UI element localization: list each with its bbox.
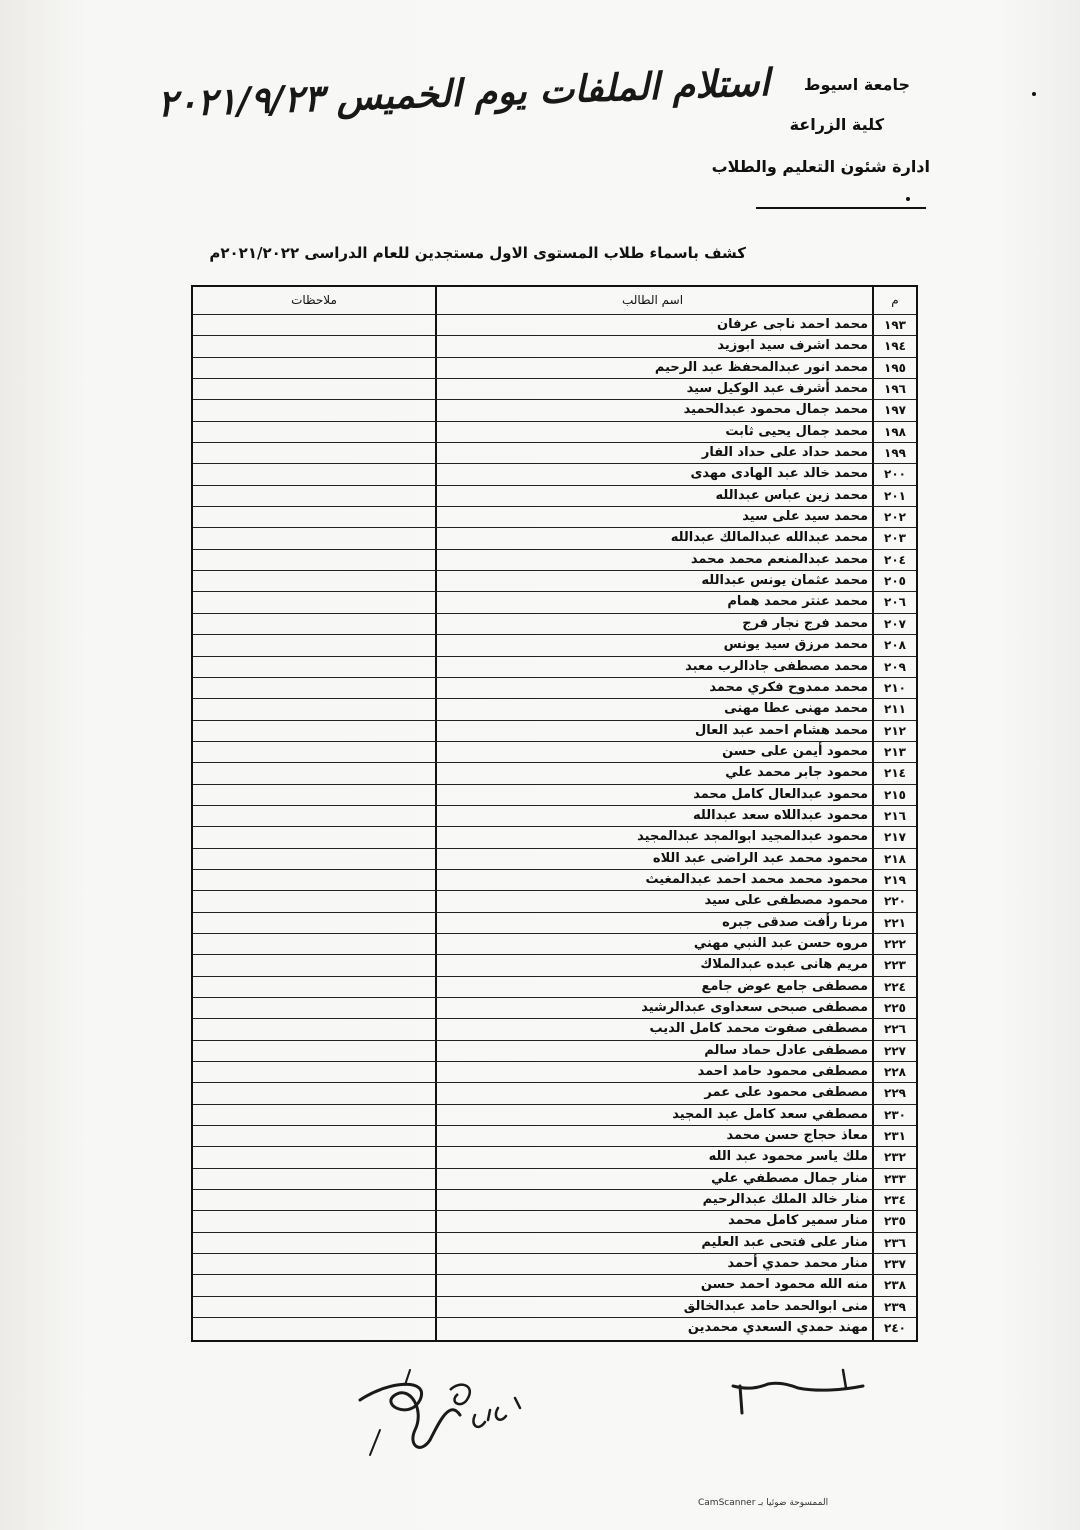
table-row [193,1233,916,1254]
row-number: ٢٢٥ [872,998,916,1018]
row-notes [193,422,435,442]
table-row [193,1190,916,1211]
student-name: محمود محمد عبد الراضى عبد اللاه [435,849,872,869]
students-table [191,285,918,1342]
student-name: محمد سيد على سيد [435,507,872,527]
row-number: ٢٢٧ [872,1041,916,1061]
row-number: ٢٣٧ [872,1254,916,1274]
table-row [193,507,916,528]
row-number: ٢٤٠ [872,1318,916,1339]
row-notes [193,507,435,527]
table-row [193,806,916,827]
row-notes [193,955,435,975]
row-notes [193,1147,435,1167]
table-row [193,1275,916,1296]
table-row [193,1169,916,1190]
row-number: ٢٢٤ [872,977,916,997]
table-row [193,486,916,507]
student-name: منار خالد الملك عبدالرحيم [435,1190,872,1210]
row-notes [193,379,435,399]
table-row [193,528,916,549]
row-number: ٢٠٧ [872,614,916,634]
row-notes [193,1190,435,1210]
row-notes [193,870,435,890]
row-notes [193,699,435,719]
row-number: ٢١٧ [872,827,916,847]
student-name: محمد عبدالله عبدالمالك عبدالله [435,528,872,548]
university-name: جامعة اسيوط [803,75,910,94]
table-row [193,358,916,379]
student-name: مصطفى محمود على عمر [435,1083,872,1103]
row-notes [193,1105,435,1125]
student-name: منار محمد حمدي أحمد [435,1254,872,1274]
header-number: م [872,287,916,314]
row-number: ٢٠٣ [872,528,916,548]
row-notes [193,358,435,378]
row-notes [193,486,435,506]
row-number: ٢٣٢ [872,1147,916,1167]
student-name: محمد هشام احمد عبد العال [435,721,872,741]
table-row [193,614,916,635]
row-number: ٢٣٠ [872,1105,916,1125]
student-name: مصطفى محمود حامد احمد [435,1062,872,1082]
row-number: ٢١١ [872,699,916,719]
row-notes [193,763,435,783]
student-name: محمود عبدالمجيد ابوالمجد عبدالمجيد [435,827,872,847]
row-number: ١٩٦ [872,379,916,399]
table-row [193,827,916,848]
row-notes [193,1169,435,1189]
table-row [193,1318,916,1339]
table-row [193,977,916,998]
student-name: ملك ياسر محمود عبد الله [435,1147,872,1167]
row-number: ٢١٦ [872,806,916,826]
row-number: ٢٢١ [872,913,916,933]
table-row [193,891,916,912]
student-name: منار على فتحى عبد العليم [435,1233,872,1253]
table-row [193,315,916,336]
row-notes [193,721,435,741]
faculty-name: كلية الزراعة [789,115,884,134]
table-row [193,1041,916,1062]
document-title: كشف باسماء طلاب المستوى الاول مستجدين للعام الدراسى ٢٠٢١/٢٠٢٢م [209,244,746,262]
row-number: ٢٠١ [872,486,916,506]
row-number: ٢٠٠ [872,464,916,484]
row-notes [193,1062,435,1082]
table-row [193,785,916,806]
student-name: منه الله محمود احمد حسن [435,1275,872,1295]
ink-dot [906,197,910,201]
table-row [193,1254,916,1275]
row-number: ٢٠٦ [872,592,916,612]
table-row [193,934,916,955]
row-number: ٢٢٣ [872,955,916,975]
row-notes [193,1041,435,1061]
student-name: محمد احمد ناجى عرفان [435,315,872,335]
table-row [193,913,916,934]
row-number: ٢٠٥ [872,571,916,591]
header-underline [756,207,926,209]
student-name: محمود جابر محمد علي [435,763,872,783]
row-notes [193,827,435,847]
row-notes [193,742,435,762]
student-name: مريم هانى عبده عبدالملاك [435,955,872,975]
header-student-name: اسم الطالب [435,287,872,314]
row-number: ٢٢٢ [872,934,916,954]
table-row [193,379,916,400]
student-name: محمد مهنى عطا مهنى [435,699,872,719]
row-notes [193,315,435,335]
student-name: محمد عنتر محمد همام [435,592,872,612]
handwritten-note: استلام الملفات يوم الخميس ٢٠٢١/٩/٢٣ [156,60,771,126]
row-notes [193,1211,435,1231]
row-number: ٢٣٨ [872,1275,916,1295]
student-name: محمد اشرف سيد ابوزيد [435,336,872,356]
row-number: ٢٠٩ [872,657,916,677]
student-name: مروه حسن عبد النبي مهني [435,934,872,954]
table-row [193,678,916,699]
row-notes [193,528,435,548]
student-name: مرنا رأفت صدقى جبره [435,913,872,933]
row-notes [193,1297,435,1317]
table-header-row [193,287,916,315]
row-notes [193,998,435,1018]
table-row [193,1211,916,1232]
table-row [193,592,916,613]
student-name: مصطفى صفوت محمد كامل الديب [435,1019,872,1039]
row-number: ٢٣٥ [872,1211,916,1231]
row-notes [193,443,435,463]
table-row [193,657,916,678]
row-notes [193,336,435,356]
table-row [193,1083,916,1104]
student-name: محمود محمد محمد احمد عبدالمغيث [435,870,872,890]
table-row [193,1105,916,1126]
row-number: ٢٢٨ [872,1062,916,1082]
student-name: محمد انور عبدالمحفظ عبد الرحيم [435,358,872,378]
row-number: ١٩٩ [872,443,916,463]
student-name: منى ابوالحمد حامد عبدالخالق [435,1297,872,1317]
student-name: محمود عبداللاه سعد عبدالله [435,806,872,826]
student-name: محمود مصطفى على سيد [435,891,872,911]
row-notes [193,657,435,677]
student-name: منار سمير كامل محمد [435,1211,872,1231]
student-name: محمد خالد عبد الهادى مهدى [435,464,872,484]
row-notes [193,1318,435,1339]
student-name: منار جمال مصطفي علي [435,1169,872,1189]
table-row [193,699,916,720]
table-row [193,464,916,485]
row-notes [193,1254,435,1274]
row-notes [193,571,435,591]
row-number: ٢١٠ [872,678,916,698]
student-name: مصطفى عادل حماد سالم [435,1041,872,1061]
signature-left [350,1360,540,1460]
table-row [193,870,916,891]
student-name: محمد جمال محمود عبدالحميد [435,400,872,420]
student-name: محمد عثمان يونس عبدالله [435,571,872,591]
row-number: ٢٣٣ [872,1169,916,1189]
table-row [193,1297,916,1318]
row-number: ١٩٥ [872,358,916,378]
table-row [193,998,916,1019]
table-row [193,1126,916,1147]
student-name: محمد أشرف عبد الوكيل سيد [435,379,872,399]
student-name: محمد حداد على حداد الفار [435,443,872,463]
row-number: ٢١٢ [872,721,916,741]
table-row [193,742,916,763]
student-name: مصطفى صبحى سعداوى عبدالرشيد [435,998,872,1018]
row-number: ١٩٨ [872,422,916,442]
row-number: ١٩٤ [872,336,916,356]
ink-dot [1032,92,1036,96]
table-row [193,721,916,742]
row-notes [193,678,435,698]
row-number: ٢١٤ [872,763,916,783]
student-name: مصطفى جامع عوض جامع [435,977,872,997]
row-number: ١٩٣ [872,315,916,335]
table-row [193,763,916,784]
row-notes [193,550,435,570]
row-number: ٢٣٩ [872,1297,916,1317]
table-row [193,849,916,870]
row-notes [193,913,435,933]
row-number: ١٩٧ [872,400,916,420]
row-notes [193,1019,435,1039]
student-name: معاذ حجاج حسن محمد [435,1126,872,1146]
row-notes [193,891,435,911]
table-row [193,955,916,976]
student-name: محمد فرج نجار فرج [435,614,872,634]
row-notes [193,977,435,997]
table-row [193,422,916,443]
student-name: محمد مرزق سيد يونس [435,635,872,655]
row-number: ٢٣٦ [872,1233,916,1253]
student-name: محمد مصطفى جادالرب معبد [435,657,872,677]
row-number: ٢٢٦ [872,1019,916,1039]
row-notes [193,934,435,954]
table-row [193,635,916,656]
row-number: ٢٠٤ [872,550,916,570]
row-notes [193,592,435,612]
table-row [193,336,916,357]
student-name: مهند حمدي السعدي محمدين [435,1318,872,1339]
student-name: مصطفي سعد كامل عبد المجيد [435,1105,872,1125]
row-notes [193,1126,435,1146]
row-number: ٢١٩ [872,870,916,890]
student-name: محمد جمال يحيى ثابت [435,422,872,442]
row-notes [193,785,435,805]
row-number: ٢١٨ [872,849,916,869]
row-notes [193,1233,435,1253]
row-notes [193,1083,435,1103]
row-notes [193,400,435,420]
table-row [193,1019,916,1040]
table-row [193,1147,916,1168]
row-number: ٢٣٤ [872,1190,916,1210]
table-row [193,443,916,464]
student-name: محمود أيمن على حسن [435,742,872,762]
row-number: ٢١٥ [872,785,916,805]
row-number: ٢٢٠ [872,891,916,911]
row-number: ٢٠٢ [872,507,916,527]
signature-right [728,1368,868,1428]
row-notes [193,1275,435,1295]
row-notes [193,464,435,484]
row-number: ٢٢٩ [872,1083,916,1103]
table-row [193,550,916,571]
header-notes: ملاحظات [291,293,337,307]
row-notes [193,806,435,826]
student-name: محمد عبدالمنعم محمد محمد [435,550,872,570]
student-name: محمد ممدوح فكري محمد [435,678,872,698]
row-notes [193,614,435,634]
table-row [193,400,916,421]
table-row [193,571,916,592]
row-number: ٢١٣ [872,742,916,762]
student-name: محمود عبدالعال كامل محمد [435,785,872,805]
scanner-credit: الممسوحة ضوئيا بـ CamScanner [698,1498,829,1508]
row-notes [193,849,435,869]
department-name: ادارة شئون التعليم والطلاب [711,157,930,176]
row-number: ٢٣١ [872,1126,916,1146]
student-name: محمد زين عباس عبدالله [435,486,872,506]
row-notes [193,635,435,655]
row-number: ٢٠٨ [872,635,916,655]
table-row [193,1062,916,1083]
